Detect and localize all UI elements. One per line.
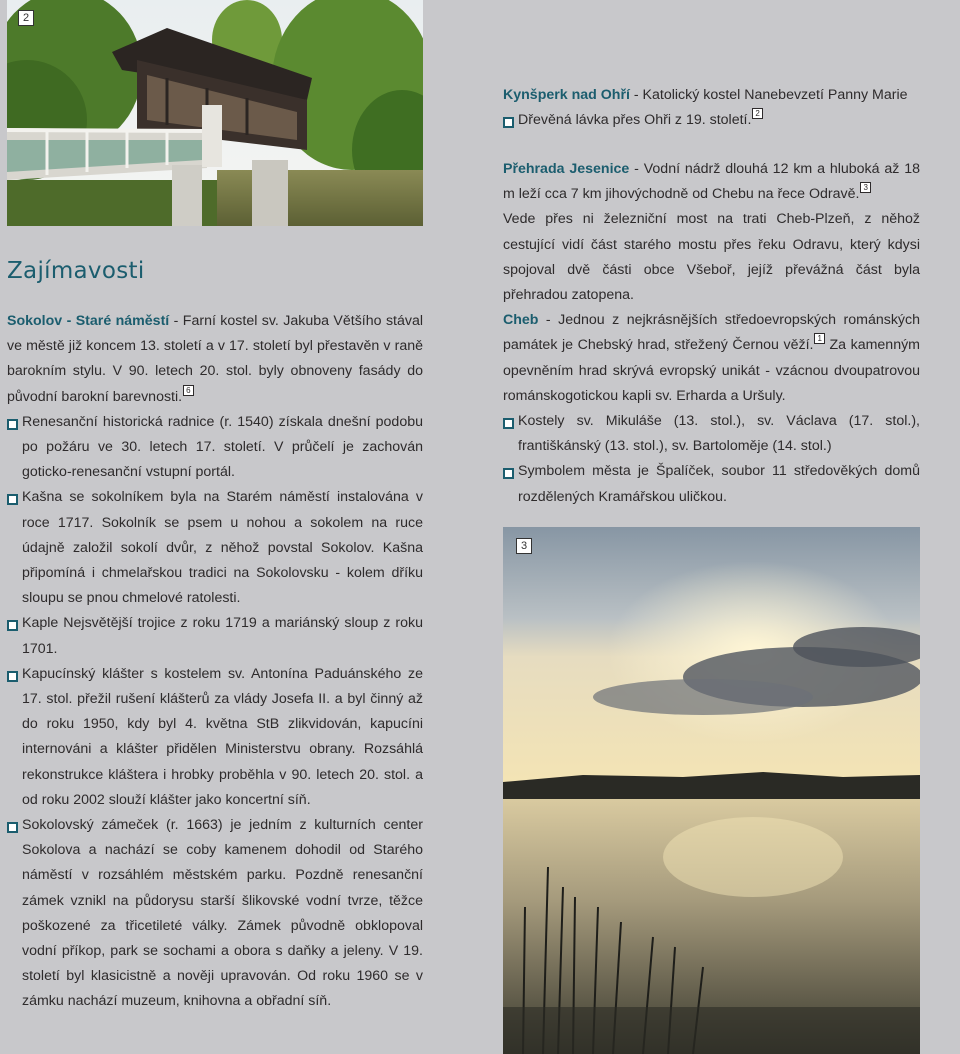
- photo-number-badge: 2: [18, 10, 34, 26]
- list-item: Kašna se sokolníkem byla na Starém náměstí instalována v roce 1717. Sokolník se psem u nohou a sokolem na ruce údajně založil sokolí dvůr, z něhož povstal Sokolov. Kašna připomíná i chmelařskou tradici na Sokolovsku - kolem dříku sloupu se pnou chmelové ratolesti.: [7, 485, 423, 611]
- bullet-square-icon: [7, 671, 18, 682]
- list-item: Sokolovský zámeček (r. 1663) je jedním z kulturních center Sokolova a nachází se coby kamenem dohodil od Starého náměstí v rozsáhlém městském parku. Pozdně renesanční zámek vznikl na půdorysu starší šlikovské vodní tvrze, těžce poškozené za třicetileté války. Zámek původně obklopoval vodní příkop, park se sochami a obora s daňky a jeleny. V 19. století byl klasicistně a nověji upravován. Od roku 1960 se v zámku nachází muzeum, knihovna a obřadní síň.: [7, 813, 423, 1015]
- bullet-square-icon: [7, 494, 18, 505]
- photo-reference-badge: 1: [814, 333, 824, 344]
- paragraph-title: Přehrada Jesenice: [503, 161, 630, 177]
- paragraph-cheb: Cheb - Jednou z nejkrásnějších středoevropských románských památek je Chebský hrad, střežený Černou věží. 1 Za kamenným opevněním hrad skrývá evropský unikát - vzácnou dvoupatrovou románskogotickou kapli sv. Erharda a Uršuly.: [503, 312, 921, 404]
- left-column: [7, 309, 423, 1015]
- bullet-square-icon: [7, 620, 18, 631]
- bullet-square-icon: [503, 468, 514, 479]
- photo-caption: [503, 83, 933, 133]
- paragraph-sokolov: Sokolov - Staré náměstí - Farní kostel sv. Jakuba Většího stával ve městě již koncem 13. století a v 17. století byl přestavěn v raně barokním stylu. V 90. letech 20. stol. byly obnoveny fasády do původní barokní barevnosti. 6: [7, 313, 423, 405]
- section-heading: Zajímavosti: [7, 258, 145, 284]
- bullet-square-icon: [503, 418, 514, 429]
- photo-reference-badge: 6: [183, 385, 193, 396]
- photo-reference-badge: 2: [752, 108, 762, 119]
- paragraph-title: Sokolov - Staré náměstí: [7, 313, 170, 329]
- bullet-square-icon: [7, 822, 18, 833]
- paragraph-bridge: Vede přes ni železniční most na trati Cheb-Plzeň, z něhož cestující vidí část starého mostu přes řeku Odravu, který kdysi spojoval dvě části obce Všeboř, jejíž převážná část byla přehradou zatopena.: [503, 211, 920, 304]
- bridge-photo: [7, 0, 423, 226]
- bullet-square-icon: [503, 117, 514, 128]
- right-column: [503, 157, 920, 510]
- list-item: Symbolem města je Špalíček, soubor 11 středověkých domů rozdělených Kramářskou uličkou.: [503, 459, 920, 509]
- reservoir-sunset-photo: [503, 527, 920, 1054]
- photo-reference-badge: 3: [860, 182, 870, 193]
- list-item: Kostely sv. Mikuláše (13. stol.), sv. Václava (17. stol.), františkánský (13. stol.), sv. Bartoloměje (14. stol.): [503, 409, 920, 459]
- paragraph-title: Cheb: [503, 312, 539, 329]
- list-item: Kapucínský klášter s kostelem sv. Antonína Paduánského ze 17. stol. přežil rušení klášterů za vlády Josefa II. a byl činný až do roku 1950, kdy byl 4. května StB zlikvidován, kapucíni internováni a klášter přidělen Ministerstvu obrany. Rozsáhlá rekonstrukce kláštera i hrobky proběhla v 90. letech 20. stol. a od roku 2002 slouží klášter jako koncertní síň.: [7, 662, 423, 813]
- caption-title: Kynšperk nad Ohří: [503, 87, 630, 103]
- list-item: Renesanční historická radnice (r. 1540) získala dnešní podobu po požáru ve 30. letech 17. století. V průčelí je zachován goticko-renesanční vstupní portál.: [7, 410, 423, 486]
- list-item: Kaple Nejsvětější trojice z roku 1719 a mariánský sloup z roku 1701.: [7, 611, 423, 661]
- caption-bullet: Dřevěná lávka přes Ohři z 19. století. 2: [503, 108, 933, 133]
- photo-number-badge: 3: [516, 538, 532, 554]
- caption-text: - Katolický kostel Nanebevzetí Panny Marie: [629, 87, 908, 103]
- paragraph-jesenice: Přehrada Jesenice - Vodní nádrž dlouhá 12 km a hluboká až 18 m leží cca 7 km jihovýchodně od Chebu na řece Odravě. 3: [503, 161, 920, 203]
- bullet-square-icon: [7, 419, 18, 430]
